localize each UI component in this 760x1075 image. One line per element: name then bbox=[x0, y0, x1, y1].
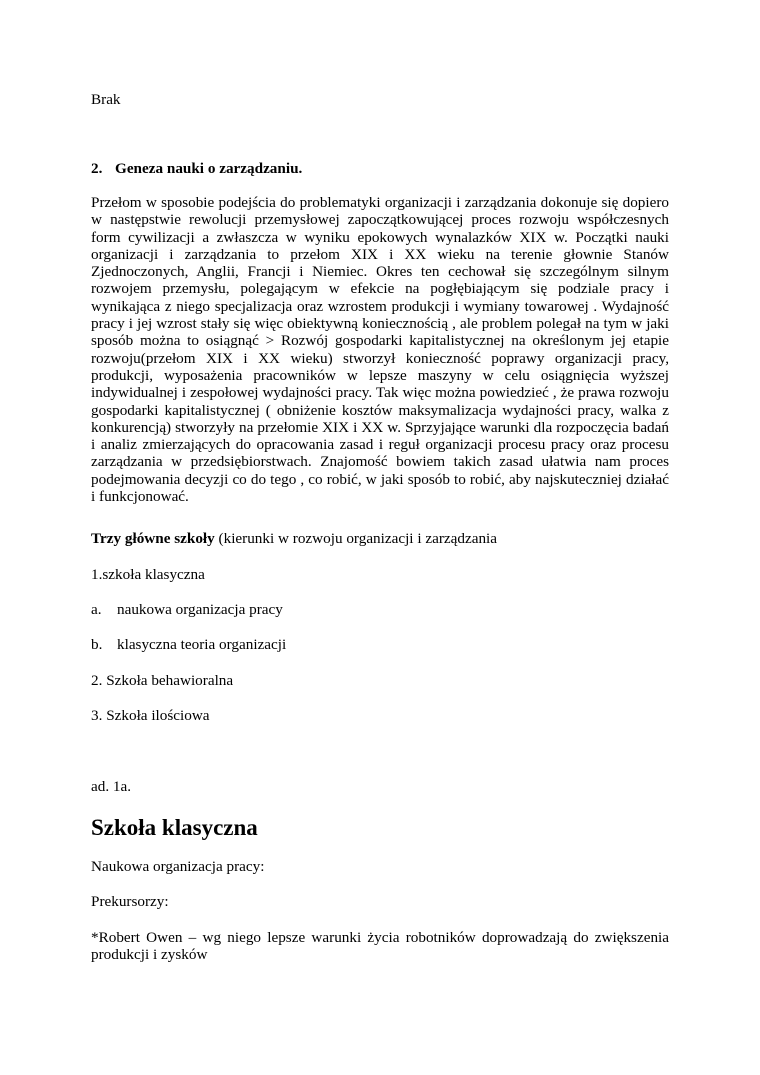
section-title: Geneza nauki o zarządzaniu. bbox=[115, 160, 303, 177]
prekursorzy-label: Prekursorzy: bbox=[91, 893, 169, 910]
naukowa-label: Naukowa organizacja pracy: bbox=[91, 858, 265, 875]
school-2-item: 2. Szkoła behawioralna bbox=[91, 672, 234, 689]
intro-word: Brak bbox=[91, 91, 121, 108]
main-paragraph: Przełom w sposobie podejścia do problematyki organizacji i zarządzania dokonuje się dopiero w następstwie rewolucji przemysłowej zapoczątkowującej proces rozwoju współczesnych form cywilizacji a zwłaszcza w wyniku epokowych wynalazków XIX w. Początki nauki organizacji i zarządzania to przełom XIX i XX wieku na terenie głownie Stanów Zjednoczonych, Anglii, Francji i Niemiec. Okres ten cechował się szczególnym silnym rozwojem przemysłu, polegającym w efekcie na pogłębiającym się podziale pracy i wynikająca z niego specjalizacja oraz wzrostem produkcji i wymiany towarowej . Wydajność pracy i jej wzrost stały się więc obiektywną koniecznością , ale problem polegał na tym w jaki sposób można to osiągnąć > Rozwój gospodarki kapitalistycznej na określonym jej etapie rozwoju(przełom XIX i XX wieku) stworzył konieczność poprawy organizacji pracy, produkcji, wyposażenia pracowników w lepsze maszyny w celu osiągnięcia wyższej indywidualnej i zespołowej wydajności pracy. Tak więc można powiedzieć , że prawa rozwoju gospodarki kapitalistycznej ( obniżenie kosztów maksymalizacja wydajności pracy, walka z konkurencją) stworzyły na przełomie XIX i XX w. Sprzyjające warunki dla rozpoczęcia badań i analiz zmierzających do opracowania zasad i reguł organizacji procesu pracy oraz procesu zarządzania w przedsiębiorstwach. Znajomość bowiem takich zasad ułatwia nam proces podejmowania decyzji co do tego , co robić, w jaki sposób to robić, aby najskuteczniej działać i funkcjonować. bbox=[91, 194, 669, 506]
sub-item-b-marker: b. bbox=[91, 636, 103, 653]
sub-item-b bbox=[91, 636, 669, 653]
schools-intro-rest: (kierunki w rozwoju organizacji i zarządzania bbox=[214, 530, 497, 547]
owen-paragraph: *Robert Owen – wg niego lepsze warunki życia robotników doprowadzają do zwiększenia produkcji i zysków bbox=[91, 929, 669, 964]
schools-intro bbox=[91, 530, 669, 547]
sub-item-a-text: naukowa organizacja pracy bbox=[117, 601, 283, 618]
sub-item-a bbox=[91, 601, 669, 618]
ad-label: ad. 1a. bbox=[91, 778, 132, 795]
school-1-item: 1.szkoła klasyczna bbox=[91, 566, 205, 583]
section-heading bbox=[91, 160, 669, 177]
sub-item-b-text: klasyczna teoria organizacji bbox=[117, 636, 287, 653]
section-number: 2. bbox=[91, 160, 103, 177]
schools-intro-bold: Trzy główne szkoły bbox=[91, 530, 215, 547]
sub-item-a-marker: a. bbox=[91, 601, 102, 618]
heading-classical-school: Szkoła klasyczna bbox=[91, 815, 258, 840]
school-3-item: 3. Szkoła ilościowa bbox=[91, 707, 210, 724]
